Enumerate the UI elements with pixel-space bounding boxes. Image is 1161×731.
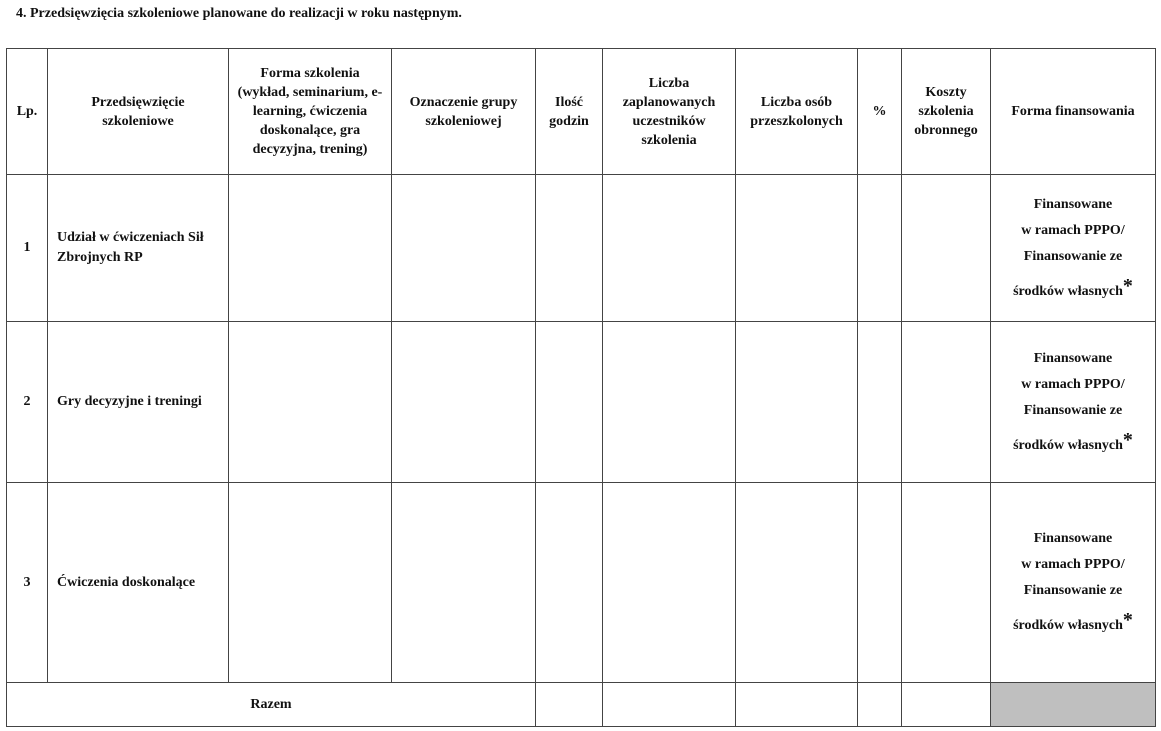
row-number: 1 — [7, 175, 48, 322]
training-form-cell[interactable] — [229, 483, 392, 683]
trained-persons-cell[interactable] — [736, 322, 858, 483]
total-costs-cell[interactable] — [902, 683, 991, 727]
financing-line: w ramach PPPO/ — [1021, 557, 1125, 572]
col-header-group-code: Oznaczenie grupy szkoleniowej — [392, 49, 536, 175]
financing-line: Finansowane — [1033, 531, 1113, 546]
footnote-asterisk: * — [1122, 274, 1133, 297]
total-row — [7, 683, 1156, 727]
training-form-cell[interactable] — [229, 322, 392, 483]
planned-participants-cell[interactable] — [603, 322, 736, 483]
group-code-cell[interactable] — [392, 175, 536, 322]
training-form-cell[interactable] — [229, 175, 392, 322]
costs-cell[interactable] — [902, 322, 991, 483]
training-plan-table — [6, 48, 1156, 727]
row-number: 2 — [7, 322, 48, 483]
shaded-financing-cell — [991, 683, 1156, 727]
col-header-activity: Przedsięwzięcie szkoleniowe — [48, 49, 229, 175]
trained-persons-cell[interactable] — [736, 483, 858, 683]
col-header-hours: Ilość godzin — [536, 49, 603, 175]
percent-cell[interactable] — [858, 322, 902, 483]
activity-name: Ćwiczenia doskonalące — [48, 483, 229, 683]
activity-name: Udział w ćwiczeniach Sił Zbrojnych RP — [48, 175, 229, 322]
col-header-planned-participants: Liczba zaplanowanych uczestników szkolenia — [603, 49, 736, 175]
hours-cell[interactable] — [536, 175, 603, 322]
hours-cell[interactable] — [536, 322, 603, 483]
table-row — [7, 483, 1156, 683]
costs-cell[interactable] — [902, 483, 991, 683]
section-title: 4. Przedsięwzięcia szkoleniowe planowane do realizacji w roku następnym. — [16, 6, 462, 21]
group-code-cell[interactable] — [392, 322, 536, 483]
hours-cell[interactable] — [536, 483, 603, 683]
header-row — [7, 49, 1156, 175]
table-row — [7, 175, 1156, 322]
footnote-asterisk: * — [1122, 609, 1133, 631]
footnote-asterisk: * — [1122, 428, 1133, 451]
group-code-cell[interactable] — [392, 483, 536, 683]
col-header-percent: % — [858, 49, 902, 175]
total-planned-participants-cell[interactable] — [603, 683, 736, 727]
financing-line: Finansowane — [1033, 350, 1113, 366]
col-header-costs: Koszty szkolenia obronnego — [902, 49, 991, 175]
financing-cell — [991, 175, 1156, 322]
total-percent-cell[interactable] — [858, 683, 902, 727]
total-trained-persons-cell[interactable] — [736, 683, 858, 727]
trained-persons-cell[interactable] — [736, 175, 858, 322]
col-header-financing: Forma finansowania — [991, 49, 1156, 175]
financing-line: Finansowane — [1033, 196, 1113, 212]
percent-cell[interactable] — [858, 483, 902, 683]
costs-cell[interactable] — [902, 175, 991, 322]
col-header-lp: Lp. — [7, 49, 48, 175]
financing-cell — [991, 322, 1156, 483]
total-hours-cell[interactable] — [536, 683, 603, 727]
activity-name: Gry decyzyjne i treningi — [48, 322, 229, 483]
table-row — [7, 322, 1156, 483]
financing-line: Finansowanie ze — [1023, 402, 1123, 418]
percent-cell[interactable] — [858, 175, 902, 322]
col-header-training-form: Forma szkolenia (wykład, seminarium, e-learning, ćwiczenia doskonalące, gra decyzyjna, trening) — [229, 49, 392, 175]
planned-participants-cell[interactable] — [603, 175, 736, 322]
planned-participants-cell[interactable] — [603, 483, 736, 683]
financing-line: środków własnych — [1013, 437, 1123, 453]
col-header-trained-persons: Liczba osób przeszkolonych — [736, 49, 858, 175]
financing-line: w ramach PPPO/ — [1021, 376, 1125, 392]
financing-line: w ramach PPPO/ — [1021, 222, 1125, 238]
financing-line: Finansowanie ze — [1023, 248, 1123, 264]
financing-line: środków własnych — [1013, 618, 1123, 633]
financing-cell — [991, 483, 1156, 683]
financing-line: Finansowanie ze — [1023, 583, 1123, 598]
financing-line: środków własnych — [1013, 283, 1123, 299]
row-number: 3 — [7, 483, 48, 683]
total-label: Razem — [7, 683, 536, 727]
